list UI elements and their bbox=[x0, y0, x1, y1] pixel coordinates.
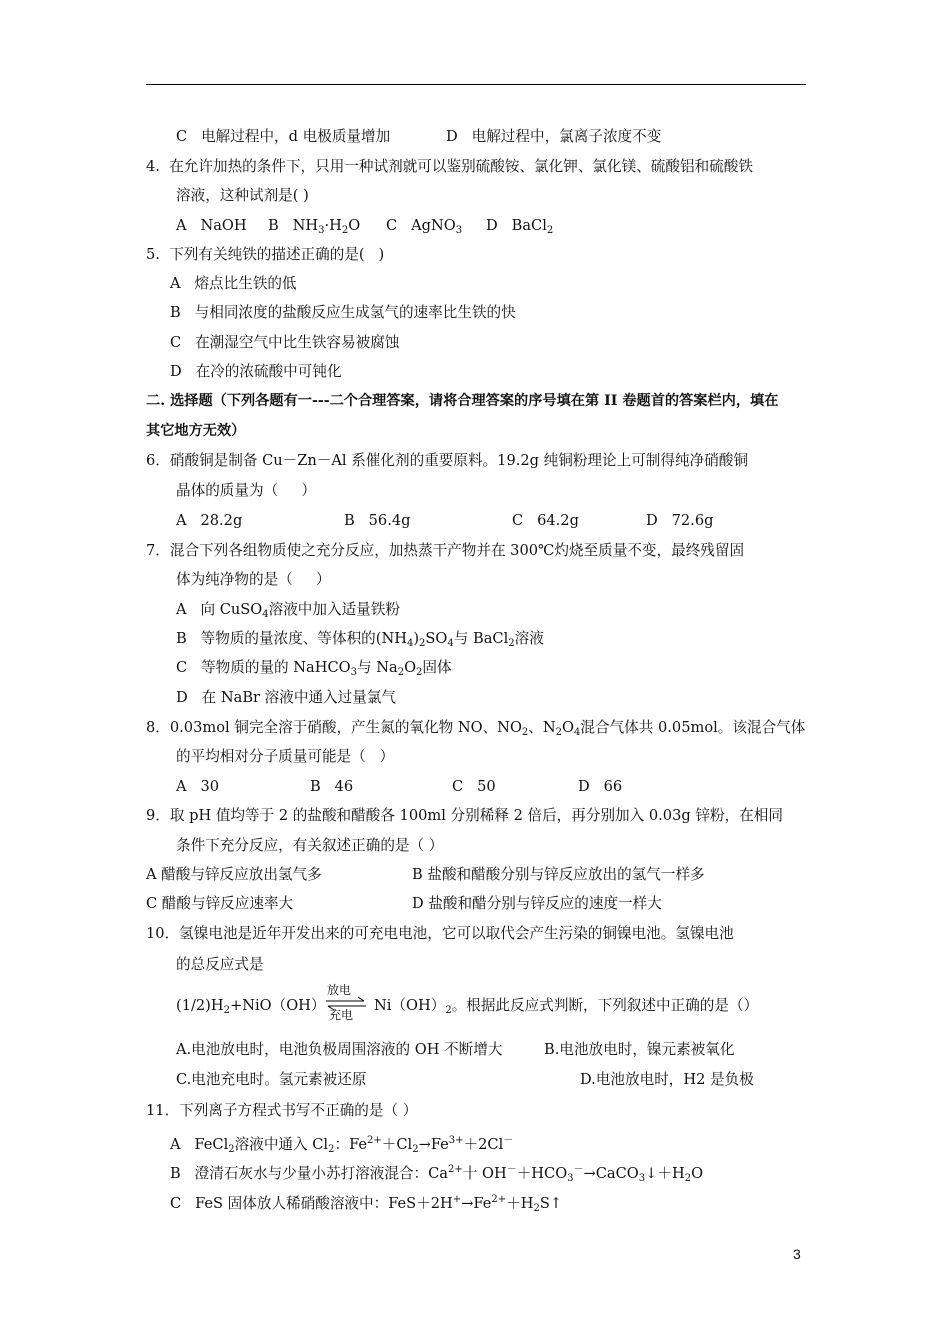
q8-option-d: D 66 bbox=[578, 778, 623, 795]
q4-option-b: B $NH_3\cdot H_2O$ bbox=[268, 217, 361, 236]
q5-option-b: B 与相同浓度的盐酸反应生成氢气的速率比生铁的快 bbox=[170, 304, 516, 321]
q10-option-b: B.电池放电时，镍元素被氧化 bbox=[544, 1041, 735, 1058]
q3-option-c: C 电解过程中，d 电极质量增加 bbox=[176, 128, 391, 145]
q7-option-c: C 等物质的量的 NaHCO$_3$与 $Na_2O_2$固体 bbox=[176, 659, 452, 678]
q7-option-a: A 向 CuSO$_4$溶液中加入适量铁粉 bbox=[176, 601, 400, 620]
q5-stem: 5. 下列有关纯铁的描述正确的是( ) bbox=[146, 246, 385, 263]
page-number: 3 bbox=[793, 1246, 801, 1262]
q8-stem-line2: 的平均相对分子质量可能是（ ） bbox=[176, 748, 395, 765]
q7-option-b: B 等物质的量浓度、等体积的$(NH_4)_2SO_4$与 BaCl$_2$溶液 bbox=[176, 630, 544, 649]
q10-option-a: A.电池放电时，电池负极周围溶液的 OH 不断增大 bbox=[176, 1041, 503, 1058]
q8-option-a: A 30 bbox=[176, 778, 220, 795]
q11-option-a: A FeCl$_2$溶液中通入 $Cl_2$：$Fe^{2+}+Cl_2\to Fe^{3+}+2Cl^-$ bbox=[170, 1135, 514, 1155]
q9-option-b: B 盐酸和醋酸分别与锌反应放出的氢气一样多 bbox=[412, 866, 705, 883]
q4-option-d: D BaCl$_2$ bbox=[486, 217, 554, 236]
q5-option-a: A 熔点比生铁的低 bbox=[170, 275, 297, 292]
q6-option-d: D 72.6g bbox=[646, 512, 714, 529]
q10-equation-right: $Ni(OH)_2$。根据此反应式判断，下列叙述中正确的是（） bbox=[374, 997, 759, 1016]
q7-option-d: D 在 NaBr 溶液中通入过量氯气 bbox=[176, 689, 397, 706]
q6-option-b: B 56.4g bbox=[344, 512, 411, 529]
arrow-label-charge: 充电 bbox=[329, 1008, 354, 1022]
q11-stem: 11．下列离子方程式书写不正确的是（ ） bbox=[146, 1102, 418, 1119]
q8-stem-line1: 8．0.03mol 铜完全溶于硝酸，产生氮的氧化物 NO、$NO_2$、$N_2O_4$混合气体共 0.05mol。该混合气体 bbox=[146, 719, 806, 738]
q7-stem-line2: 体为纯净物的是（ ） bbox=[176, 571, 331, 588]
q4-option-c: C AgNO$_3$ bbox=[386, 217, 463, 236]
q11-option-b: B 澄清石灰水与少量小苏打溶液混合：$Ca^{2+}$十 $OH^-+HCO_3^-\to CaCO_3↓+H_2O$ bbox=[170, 1164, 704, 1184]
q3-option-d: D 电解过程中，氯离子浓度不变 bbox=[446, 128, 662, 145]
q6-option-a: A 28.2g bbox=[176, 512, 243, 529]
q4-stem-line2: 溶液，这种试剂是( ) bbox=[176, 187, 309, 204]
section2-heading-line2: 其它地方无效） bbox=[146, 423, 246, 439]
q5-option-d: D 在冷的浓硫酸中可钝化 bbox=[170, 363, 342, 380]
q4-option-a: A NaOH bbox=[176, 217, 247, 234]
q10-option-d: D.电池放电时，H2 是负极 bbox=[580, 1071, 754, 1088]
q7-stem-line1: 7．混合下列各组物质使之充分反应，加热蒸干产物并在 300℃灼烧至质量不变，最终残留固 bbox=[146, 542, 745, 559]
q11-option-c: C FeS 固体放人稀硝酸溶液中：$FeS+2H^+\to Fe^{2+}+H_2S↑$ bbox=[170, 1194, 563, 1214]
q4-stem-line1: 4. 在允许加热的条件下，只用一种试剂就可以鉴别硫酸铵、氯化钾、氯化镁、硫酸铝和硫酸铁 bbox=[146, 158, 753, 175]
q10-stem-line2: 的总反应式是 bbox=[176, 956, 264, 973]
q8-option-b: B 46 bbox=[310, 778, 354, 795]
q10-option-c: C.电池充电时。氢元素被还原 bbox=[176, 1071, 367, 1088]
q6-option-c: C 64.2g bbox=[512, 512, 579, 529]
reversible-arrow bbox=[324, 984, 368, 1024]
q10-equation-left: $(1/2)H_2+NiO(OH)$ bbox=[176, 997, 326, 1016]
header-rule bbox=[146, 84, 806, 85]
q10-stem-line1: 10．氢镍电池是近年开发出来的可充电电池，它可以取代会产生污染的铜镍电池。氢镍电池 bbox=[146, 925, 734, 942]
q9-option-d: D 盐酸和醋分别与锌反应的速度一样大 bbox=[412, 895, 662, 912]
q9-stem-line1: 9．取 pH 值均等于 2 的盐酸和醋酸各 100ml 分别稀释 2 倍后，再分别加入 0.03g 锌粉，在相同 bbox=[146, 807, 783, 824]
section2-heading-line1: 二. 选择题（下列各题有一---二个合理答案，请将合理答案的序号填在第 II 卷题首的答案栏内，填在 bbox=[146, 393, 779, 409]
q8-option-c: C 50 bbox=[452, 778, 496, 795]
arrow-label-discharge: 放电 bbox=[327, 983, 352, 997]
q5-option-c: C 在潮湿空气中比生铁容易被腐蚀 bbox=[170, 334, 400, 351]
q9-option-c: C 醋酸与锌反应速率大 bbox=[146, 895, 294, 912]
q9-option-a: A 醋酸与锌反应放出氢气多 bbox=[146, 866, 322, 883]
q6-stem-line1: 6．硝酸铜是制备 Cu－Zn－Al 系催化剂的重要原料。19.2g 纯铜粉理论上可制得纯净硝酸铜 bbox=[146, 452, 748, 469]
q9-stem-line2: 条件下充分反应，有关叙述正确的是（ ） bbox=[176, 837, 444, 854]
q6-stem-line2: 晶体的质量为（ ） bbox=[176, 482, 316, 499]
